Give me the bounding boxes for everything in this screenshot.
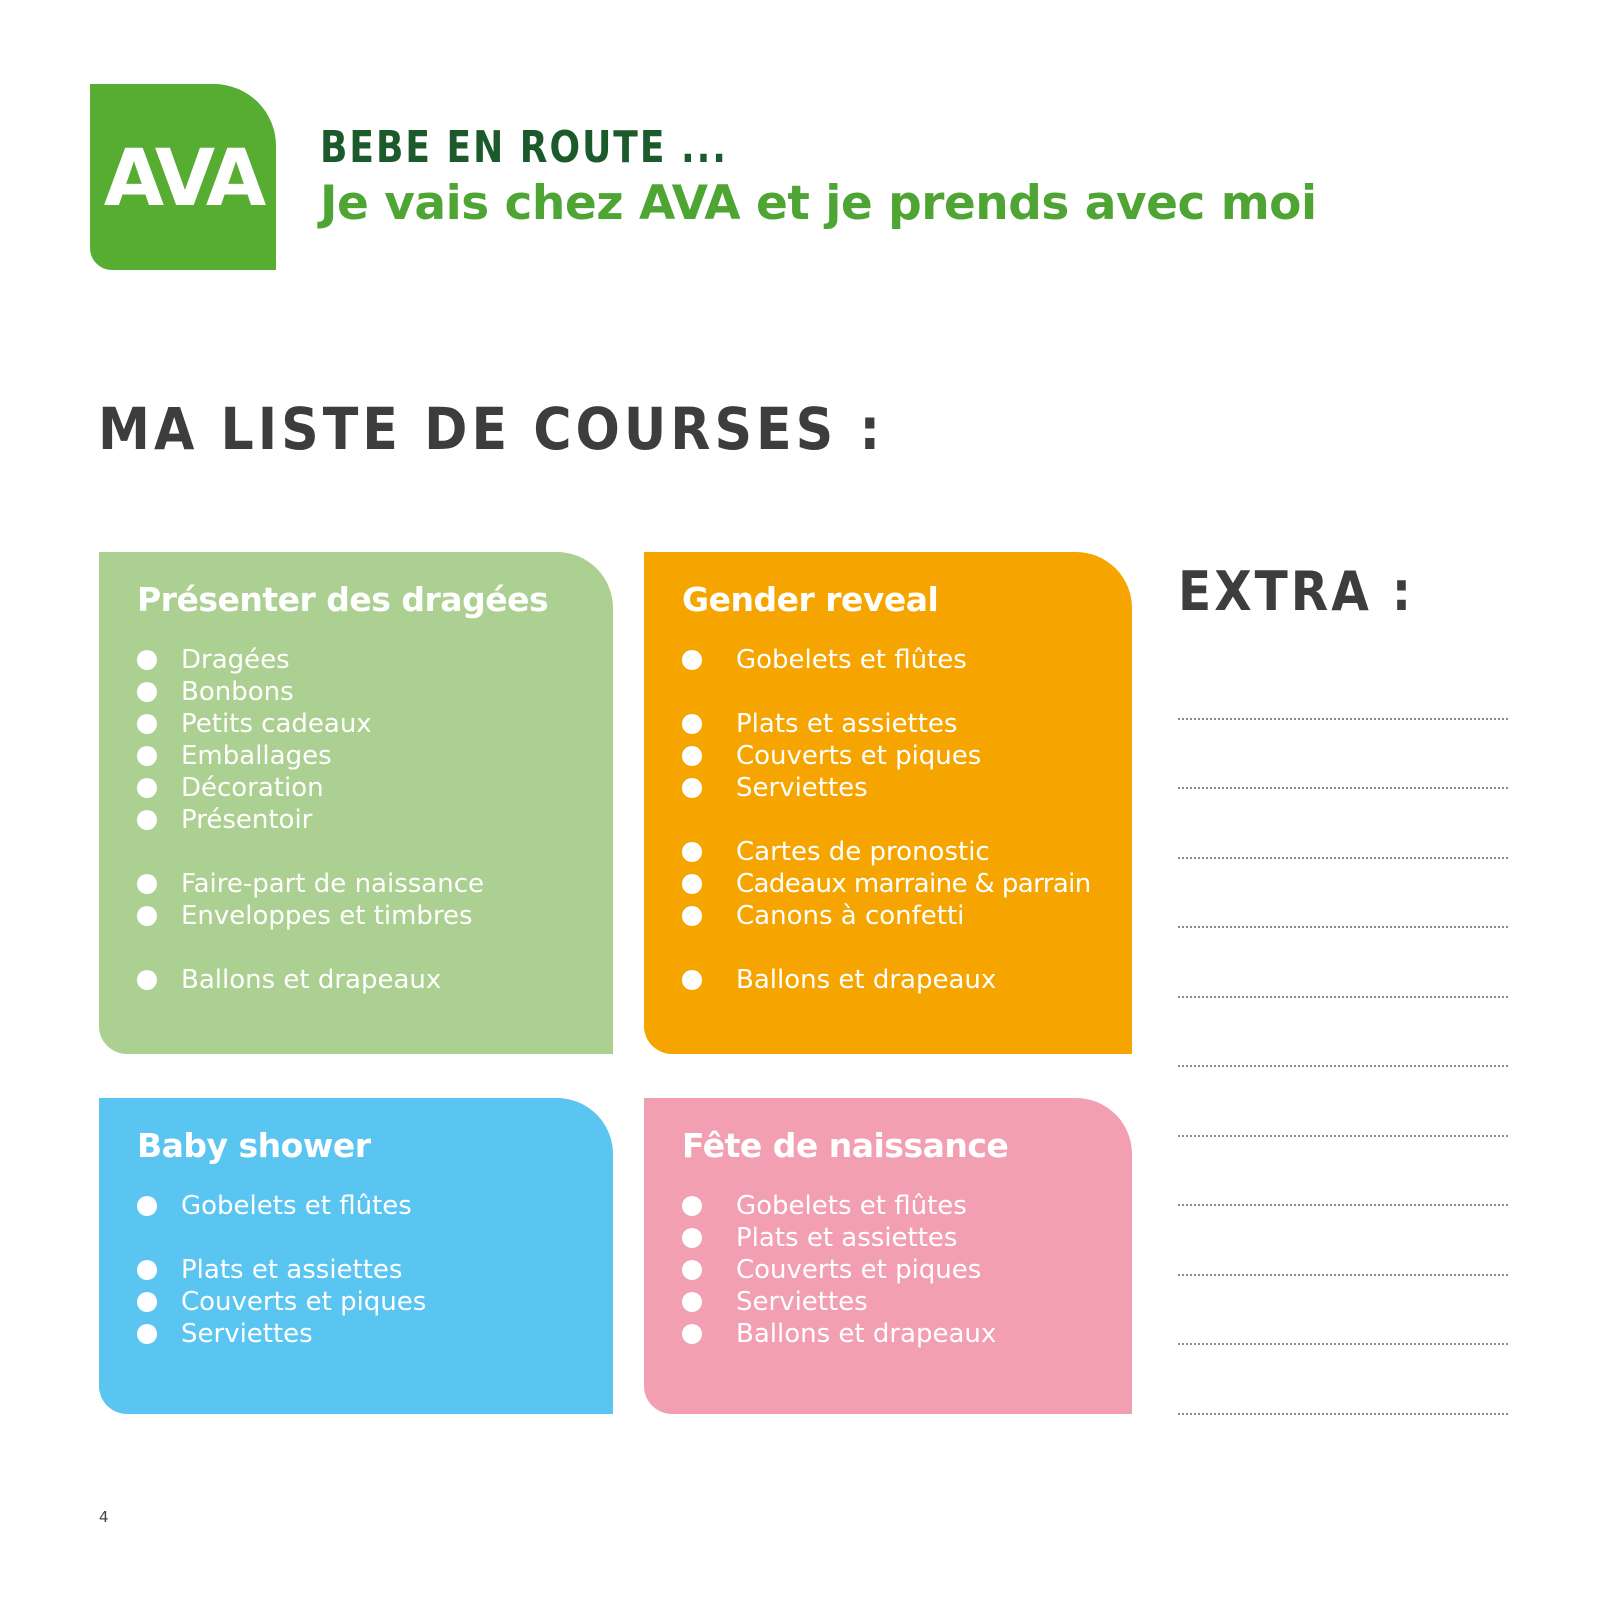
list-item (137, 1190, 412, 1222)
bullet-icon (137, 874, 157, 894)
bullet-icon (682, 1228, 702, 1248)
bullet-icon (137, 810, 157, 830)
list-item (137, 644, 290, 676)
item-label: Ballons et drapeaux (736, 1318, 997, 1349)
header-headline: Je vais chez AVA et je prends avec moi (320, 176, 1317, 231)
bullet-icon (682, 1324, 702, 1344)
bullet-icon (682, 970, 702, 990)
bullet-icon (682, 1260, 702, 1280)
item-label: Emballages (181, 740, 332, 771)
card-title: Fête de naissance (682, 1126, 1009, 1165)
item-label: Couverts et piques (736, 740, 982, 771)
header-kicker: BEBE EN ROUTE ... (320, 123, 728, 173)
list-item (682, 868, 1091, 900)
extra-write-line (1178, 1274, 1508, 1276)
item-label: Serviettes (736, 772, 868, 803)
list-item (137, 1254, 402, 1286)
extra-write-line (1178, 787, 1508, 789)
extra-write-line (1178, 718, 1508, 720)
bullet-icon (682, 746, 702, 766)
list-item (682, 644, 967, 676)
item-label: Présentoir (181, 804, 313, 835)
item-label: Petits cadeaux (181, 708, 372, 739)
list-item (137, 676, 294, 708)
item-label: Bonbons (181, 676, 294, 707)
item-label: Couverts et piques (736, 1254, 982, 1285)
bullet-icon (137, 1292, 157, 1312)
bullet-icon (137, 650, 157, 670)
card-gender-reveal (644, 552, 1132, 1054)
list-item (137, 772, 324, 804)
list-item (682, 1222, 957, 1254)
list-item (682, 1254, 981, 1286)
bullet-icon (137, 970, 157, 990)
extra-write-line (1178, 926, 1508, 928)
extra-write-line (1178, 1413, 1508, 1415)
item-label: Gobelets et flûtes (736, 1190, 967, 1221)
bullet-icon (682, 1292, 702, 1312)
item-label: Cadeaux marraine & parrain (736, 868, 1091, 899)
page-number: 4 (99, 1508, 109, 1526)
item-label: Gobelets et flûtes (736, 644, 967, 675)
extra-write-line (1178, 996, 1508, 998)
card-baby-shower (99, 1098, 613, 1414)
list-item (682, 1318, 996, 1350)
list-item (137, 708, 372, 740)
item-label: Canons à confetti (736, 900, 965, 931)
item-label: Enveloppes et timbres (181, 900, 473, 931)
bullet-icon (137, 1324, 157, 1344)
list-item (137, 804, 312, 836)
item-label: Décoration (181, 772, 324, 803)
bullet-icon (682, 778, 702, 798)
item-label: Serviettes (736, 1286, 868, 1317)
extra-write-line (1178, 1135, 1508, 1137)
list-item (682, 740, 981, 772)
bullet-icon (682, 906, 702, 926)
list-item (137, 900, 473, 932)
list-item (137, 1286, 426, 1318)
bullet-icon (682, 714, 702, 734)
item-label: Serviettes (181, 1318, 313, 1349)
item-label: Cartes de pronostic (736, 836, 990, 867)
bullet-icon (137, 1196, 157, 1216)
card-fete-de-naissance (644, 1098, 1132, 1414)
ava-logo (90, 84, 276, 270)
card-dragees (99, 552, 613, 1054)
bullet-icon (137, 682, 157, 702)
list-item (682, 1190, 967, 1222)
bullet-icon (682, 650, 702, 670)
bullet-icon (137, 778, 157, 798)
extra-write-line (1178, 1343, 1508, 1345)
list-item (137, 740, 332, 772)
list-item (682, 836, 990, 868)
list-item (682, 772, 868, 804)
list-item (682, 964, 996, 996)
list-item (137, 868, 484, 900)
bullet-icon (682, 1196, 702, 1216)
list-item (137, 964, 441, 996)
extra-write-line (1178, 857, 1508, 859)
list-item (137, 1318, 313, 1350)
list-item (682, 1286, 868, 1318)
item-label: Plats et assiettes (736, 708, 958, 739)
item-label: Plats et assiettes (736, 1222, 958, 1253)
extra-write-line (1178, 1204, 1508, 1206)
card-title: Baby shower (137, 1126, 371, 1165)
item-label: Ballons et drapeaux (736, 964, 997, 995)
list-item (682, 708, 957, 740)
logo-text: AVA (103, 134, 263, 224)
card-title: Présenter des dragées (137, 580, 549, 619)
item-label: Ballons et drapeaux (181, 964, 442, 995)
bullet-icon (137, 746, 157, 766)
bullet-icon (137, 906, 157, 926)
bullet-icon (682, 874, 702, 894)
item-label: Faire-part de naissance (181, 868, 484, 899)
extra-write-line (1178, 1065, 1508, 1067)
item-label: Dragées (181, 644, 290, 675)
card-title: Gender reveal (682, 580, 939, 619)
shopping-list-title: MA LISTE DE COURSES : (98, 395, 885, 463)
item-label: Couverts et piques (181, 1286, 427, 1317)
item-label: Gobelets et flûtes (181, 1190, 412, 1221)
item-label: Plats et assiettes (181, 1254, 403, 1285)
bullet-icon (137, 1260, 157, 1280)
list-item (682, 900, 964, 932)
bullet-icon (137, 714, 157, 734)
extra-title: EXTRA : (1178, 560, 1415, 623)
bullet-icon (682, 842, 702, 862)
